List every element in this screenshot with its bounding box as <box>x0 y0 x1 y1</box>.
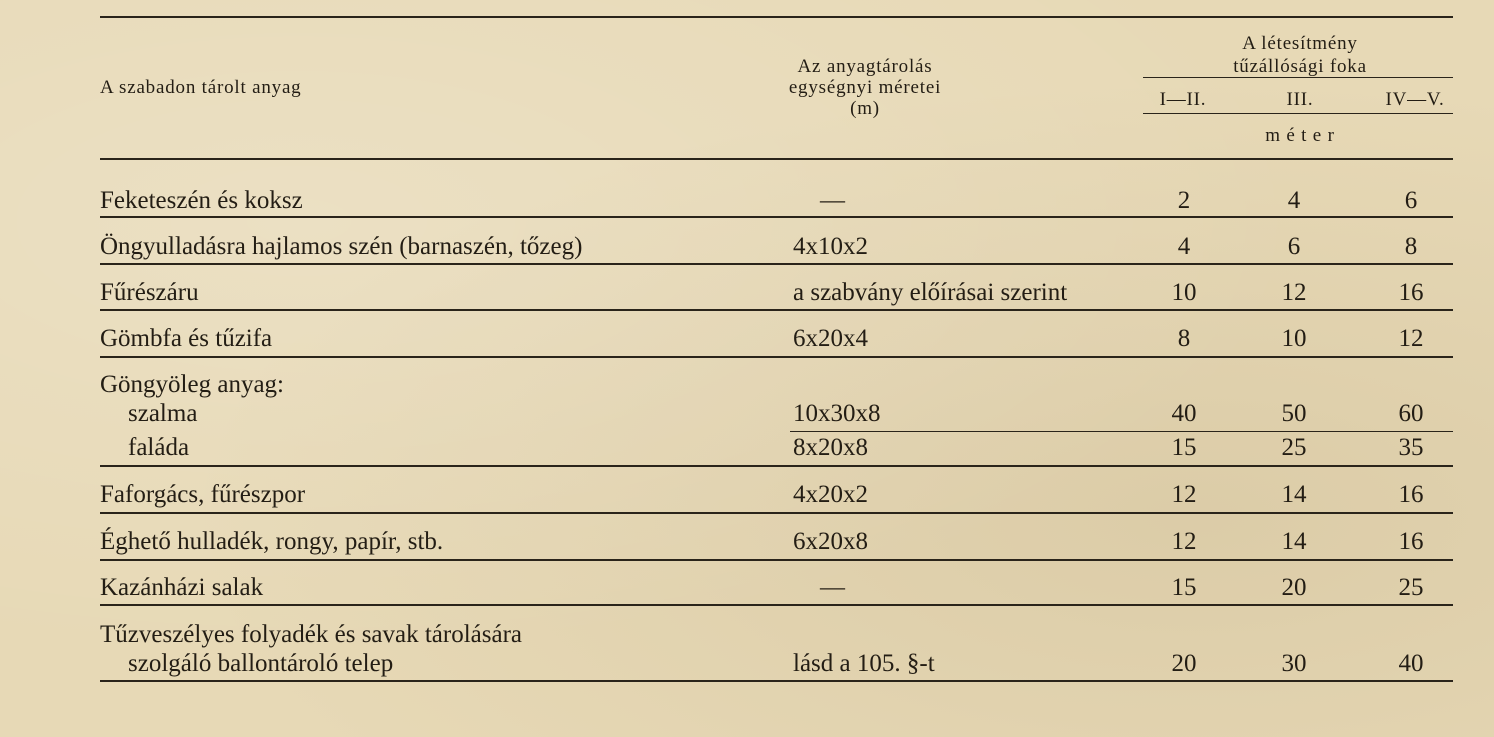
row-value-grade1: 2 <box>1177 187 1191 214</box>
header-dimensions-line1: Az anyagtárolás <box>797 56 933 77</box>
row-value-grade2: 14 <box>1281 528 1307 555</box>
row-divider <box>100 216 1453 218</box>
row-value-grade1: 10 <box>1171 279 1197 306</box>
header-dimensions-line3: (m) <box>850 98 880 119</box>
row-material: faláda <box>128 434 190 461</box>
row-value-grade3: 40 <box>1398 650 1424 677</box>
row-value-grade3: 16 <box>1398 279 1424 306</box>
header-grade-1: I—II. <box>1159 89 1207 110</box>
row-material: Öngyulladásra hajlamos szén (barnaszén, tőzeg) <box>100 233 583 260</box>
row-subdivider <box>790 431 1453 432</box>
row-value-grade1: 40 <box>1171 400 1197 427</box>
row-group-heading: Göngyöleg anyag: <box>100 371 284 398</box>
row-value-grade3: 35 <box>1398 434 1424 461</box>
row-value-grade1: 12 <box>1171 528 1197 555</box>
row-dimensions: — <box>820 187 845 214</box>
row-value-grade2: 50 <box>1281 400 1307 427</box>
row-value-grade3: 16 <box>1398 481 1424 508</box>
row-value-grade2: 4 <box>1287 187 1301 214</box>
row-divider <box>100 263 1453 265</box>
row-dimensions: — <box>820 574 845 601</box>
row-value-grade1: 4 <box>1177 233 1191 260</box>
header-grade-rule <box>1143 113 1453 114</box>
header-grade-3: IV—V. <box>1385 89 1445 110</box>
row-value-grade3: 25 <box>1398 574 1424 601</box>
row-value-grade3: 12 <box>1398 325 1424 352</box>
row-divider <box>100 604 1453 606</box>
row-divider <box>100 512 1453 514</box>
table-top-rule <box>100 16 1453 18</box>
row-material: Gömbfa és tűzifa <box>100 325 273 352</box>
row-material: Kazánházi salak <box>100 574 264 601</box>
row-value-grade2: 12 <box>1281 279 1307 306</box>
row-material: Éghető hulladék, rongy, papír, stb. <box>100 528 444 555</box>
row-dimensions: 4x10x2 <box>793 233 868 260</box>
row-value-grade2: 6 <box>1287 233 1301 260</box>
header-material: A szabadon tárolt anyag <box>100 77 302 98</box>
header-rating-line1: A létesítmény <box>1242 33 1358 54</box>
row-value-grade3: 60 <box>1398 400 1424 427</box>
row-value-grade1: 15 <box>1171 574 1197 601</box>
row-value-grade2: 10 <box>1281 325 1307 352</box>
row-dimensions: lásd a 105. §-t <box>793 650 935 677</box>
row-material: Faforgács, fűrészpor <box>100 481 306 508</box>
row-value-grade3: 6 <box>1404 187 1418 214</box>
header-dimensions-line2: egységnyi méretei <box>788 77 942 98</box>
header-unit: m é t e r <box>1265 125 1335 146</box>
row-material: Feketeszén és koksz <box>100 187 303 214</box>
row-dimensions: 6x20x8 <box>793 528 868 555</box>
row-dimensions: 6x20x4 <box>793 325 868 352</box>
row-value-grade3: 8 <box>1404 233 1418 260</box>
row-divider <box>100 465 1453 467</box>
row-material: szolgáló ballontároló telep <box>128 650 394 677</box>
row-value-grade2: 30 <box>1281 650 1307 677</box>
header-grade-2: III. <box>1286 89 1314 110</box>
row-dimensions: 10x30x8 <box>793 400 881 427</box>
row-value-grade2: 20 <box>1281 574 1307 601</box>
row-dimensions: 8x20x8 <box>793 434 868 461</box>
row-value-grade2: 25 <box>1281 434 1307 461</box>
row-value-grade1: 12 <box>1171 481 1197 508</box>
row-divider <box>100 356 1453 358</box>
row-material: szalma <box>128 400 198 427</box>
row-value-grade2: 14 <box>1281 481 1307 508</box>
header-bottom-rule <box>100 158 1453 160</box>
row-dimensions: a szabvány előírásai szerint <box>793 279 1068 306</box>
row-value-grade1: 8 <box>1177 325 1191 352</box>
row-divider <box>100 309 1453 311</box>
table-bottom-rule <box>100 680 1453 682</box>
row-material: Fűrészáru <box>100 279 199 306</box>
row-value-grade3: 16 <box>1398 528 1424 555</box>
header-rating-rule <box>1143 77 1453 78</box>
row-divider <box>100 559 1453 561</box>
row-value-grade1: 20 <box>1171 650 1197 677</box>
row-dimensions: 4x20x2 <box>793 481 868 508</box>
row-material-line1: Tűzveszélyes folyadék és savak tárolására <box>100 621 523 648</box>
row-value-grade1: 15 <box>1171 434 1197 461</box>
header-rating-line2: tűzállósági foka <box>1233 56 1367 77</box>
